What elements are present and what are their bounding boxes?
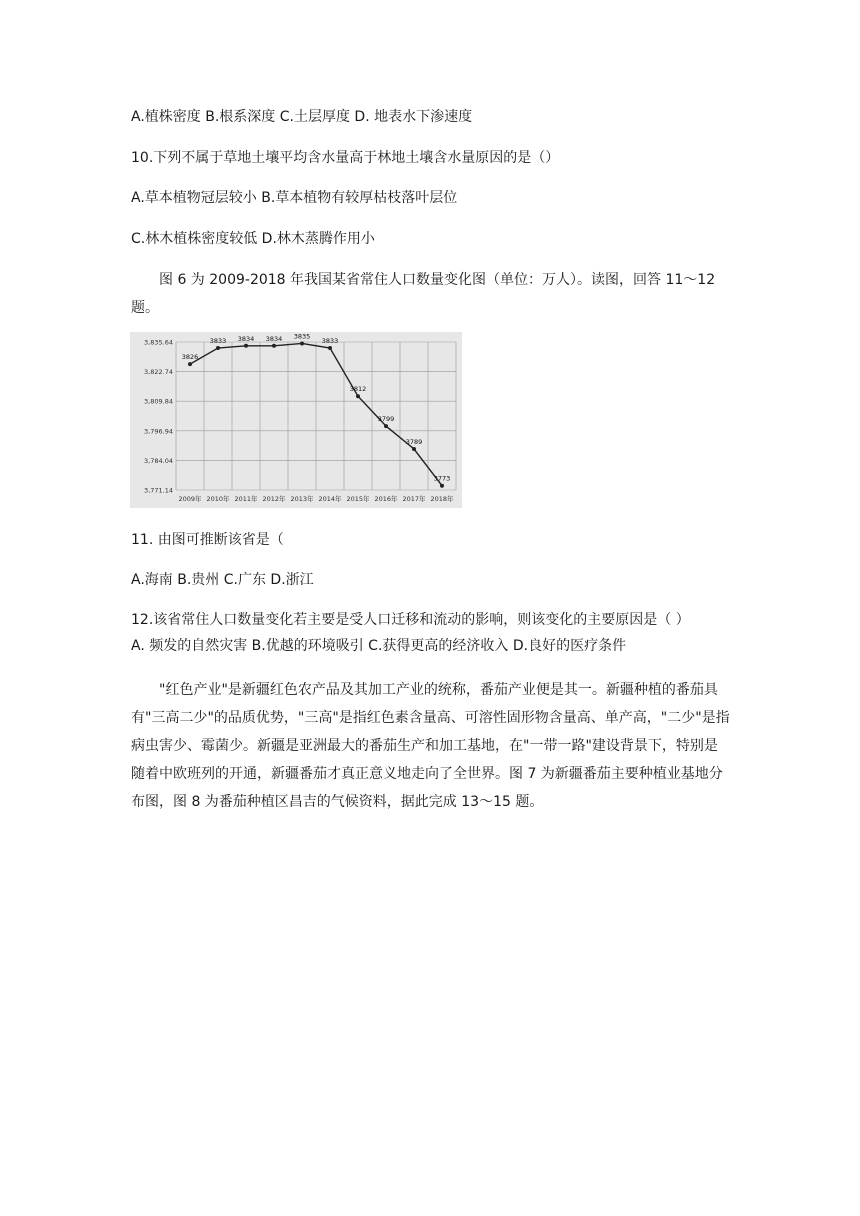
data-point <box>216 346 220 350</box>
population-line-chart <box>130 332 462 508</box>
fig6-intro: 图 6 为 2009-2018 年我国某省常住人口数量变化图（单位：万人）。读图，回答 11～12 题。 <box>131 272 716 316</box>
data-label: 3812 <box>349 385 367 394</box>
data-label: 3833 <box>321 337 339 346</box>
x-tick-label: 2013年 <box>290 495 314 503</box>
data-label: 3773 <box>433 474 451 483</box>
x-tick-label: 2017年 <box>402 495 426 503</box>
y-tick-label: 3,822.74 <box>144 368 173 377</box>
data-point <box>440 484 444 488</box>
data-label: 3834 <box>237 334 255 343</box>
q11-options: A.海南 B.贵州 C.广东 D.浙江 <box>131 572 314 588</box>
x-tick-label: 2015年 <box>346 495 370 503</box>
x-tick-label: 2016年 <box>374 495 398 503</box>
q10-options-ab: A.草本植物冠层较小 B.草本植物有较厚枯枝落叶层位 <box>131 190 458 206</box>
q9-options: A.植株密度 B.根系深度 C.土层厚度 D. 地表水下渗速度 <box>131 109 473 125</box>
chart-svg <box>130 332 462 508</box>
q10-stem: 10.下列不属于草地土壤平均含水量高于林地土壤含水量原因的是（） <box>131 150 560 166</box>
x-tick-label: 2018年 <box>430 495 454 503</box>
data-label: 3833 <box>209 337 227 346</box>
x-tick-label: 2012年 <box>262 495 286 503</box>
data-point <box>328 346 332 350</box>
data-label: 3789 <box>405 438 423 447</box>
y-tick-label: 3,796.94 <box>144 427 173 436</box>
x-tick-label: 2009年 <box>178 495 202 503</box>
q11-stem: 11. 由图可推断该省是（ <box>131 532 284 548</box>
data-label: 3835 <box>293 332 311 341</box>
data-label: 3826 <box>181 353 199 362</box>
x-tick-label: 2011年 <box>234 495 258 503</box>
passage-red-industry: "红色产业"是新疆红色农产品及其加工产业的统称，番茄产业便是其一。新疆种植的番茄具有"三高二少"的品质优势，"三高"是指红色素含量高、可溶性固形物含量高、单产高，"二少"是指病虫害少、霉菌少。新疆是亚洲最大的番茄生产和加工基地，在"一带一路"建设背景下，特别是随着中欧班列的开通，新疆番茄才真正意义地走向了全世界。图 7 为新疆番茄主要种植业基地分布图，图 8 为番茄种植区昌吉的气候资料，据此完成 13～15 题。 <box>131 682 730 810</box>
y-tick-label: 3,835.64 <box>144 338 173 347</box>
data-label: 3834 <box>265 334 283 343</box>
data-point <box>412 447 416 451</box>
y-tick-label: 3,771.14 <box>144 486 173 495</box>
data-point <box>244 344 248 348</box>
data-point <box>384 424 388 428</box>
data-point <box>300 341 304 345</box>
y-tick-label: 3,809.84 <box>144 397 173 406</box>
data-label: 3799 <box>377 415 395 424</box>
q10-options-cd: C.林木植株密度较低 D.林木蒸腾作用小 <box>131 231 375 247</box>
x-tick-label: 2010年 <box>206 495 230 503</box>
x-tick-label: 2014年 <box>318 495 342 503</box>
q12-options: A. 频发的自然灾害 B.优越的环境吸引 C.获得更高的经济收入 D.良好的医疗条件 <box>131 638 627 654</box>
data-point <box>356 394 360 398</box>
y-tick-label: 3,784.04 <box>144 456 173 465</box>
data-point <box>188 362 192 366</box>
data-point <box>272 344 276 348</box>
q12-stem: 12.该省常住人口数量变化若主要是受人口迁移和流动的影响，则该变化的主要原因是（ ） <box>131 612 690 628</box>
